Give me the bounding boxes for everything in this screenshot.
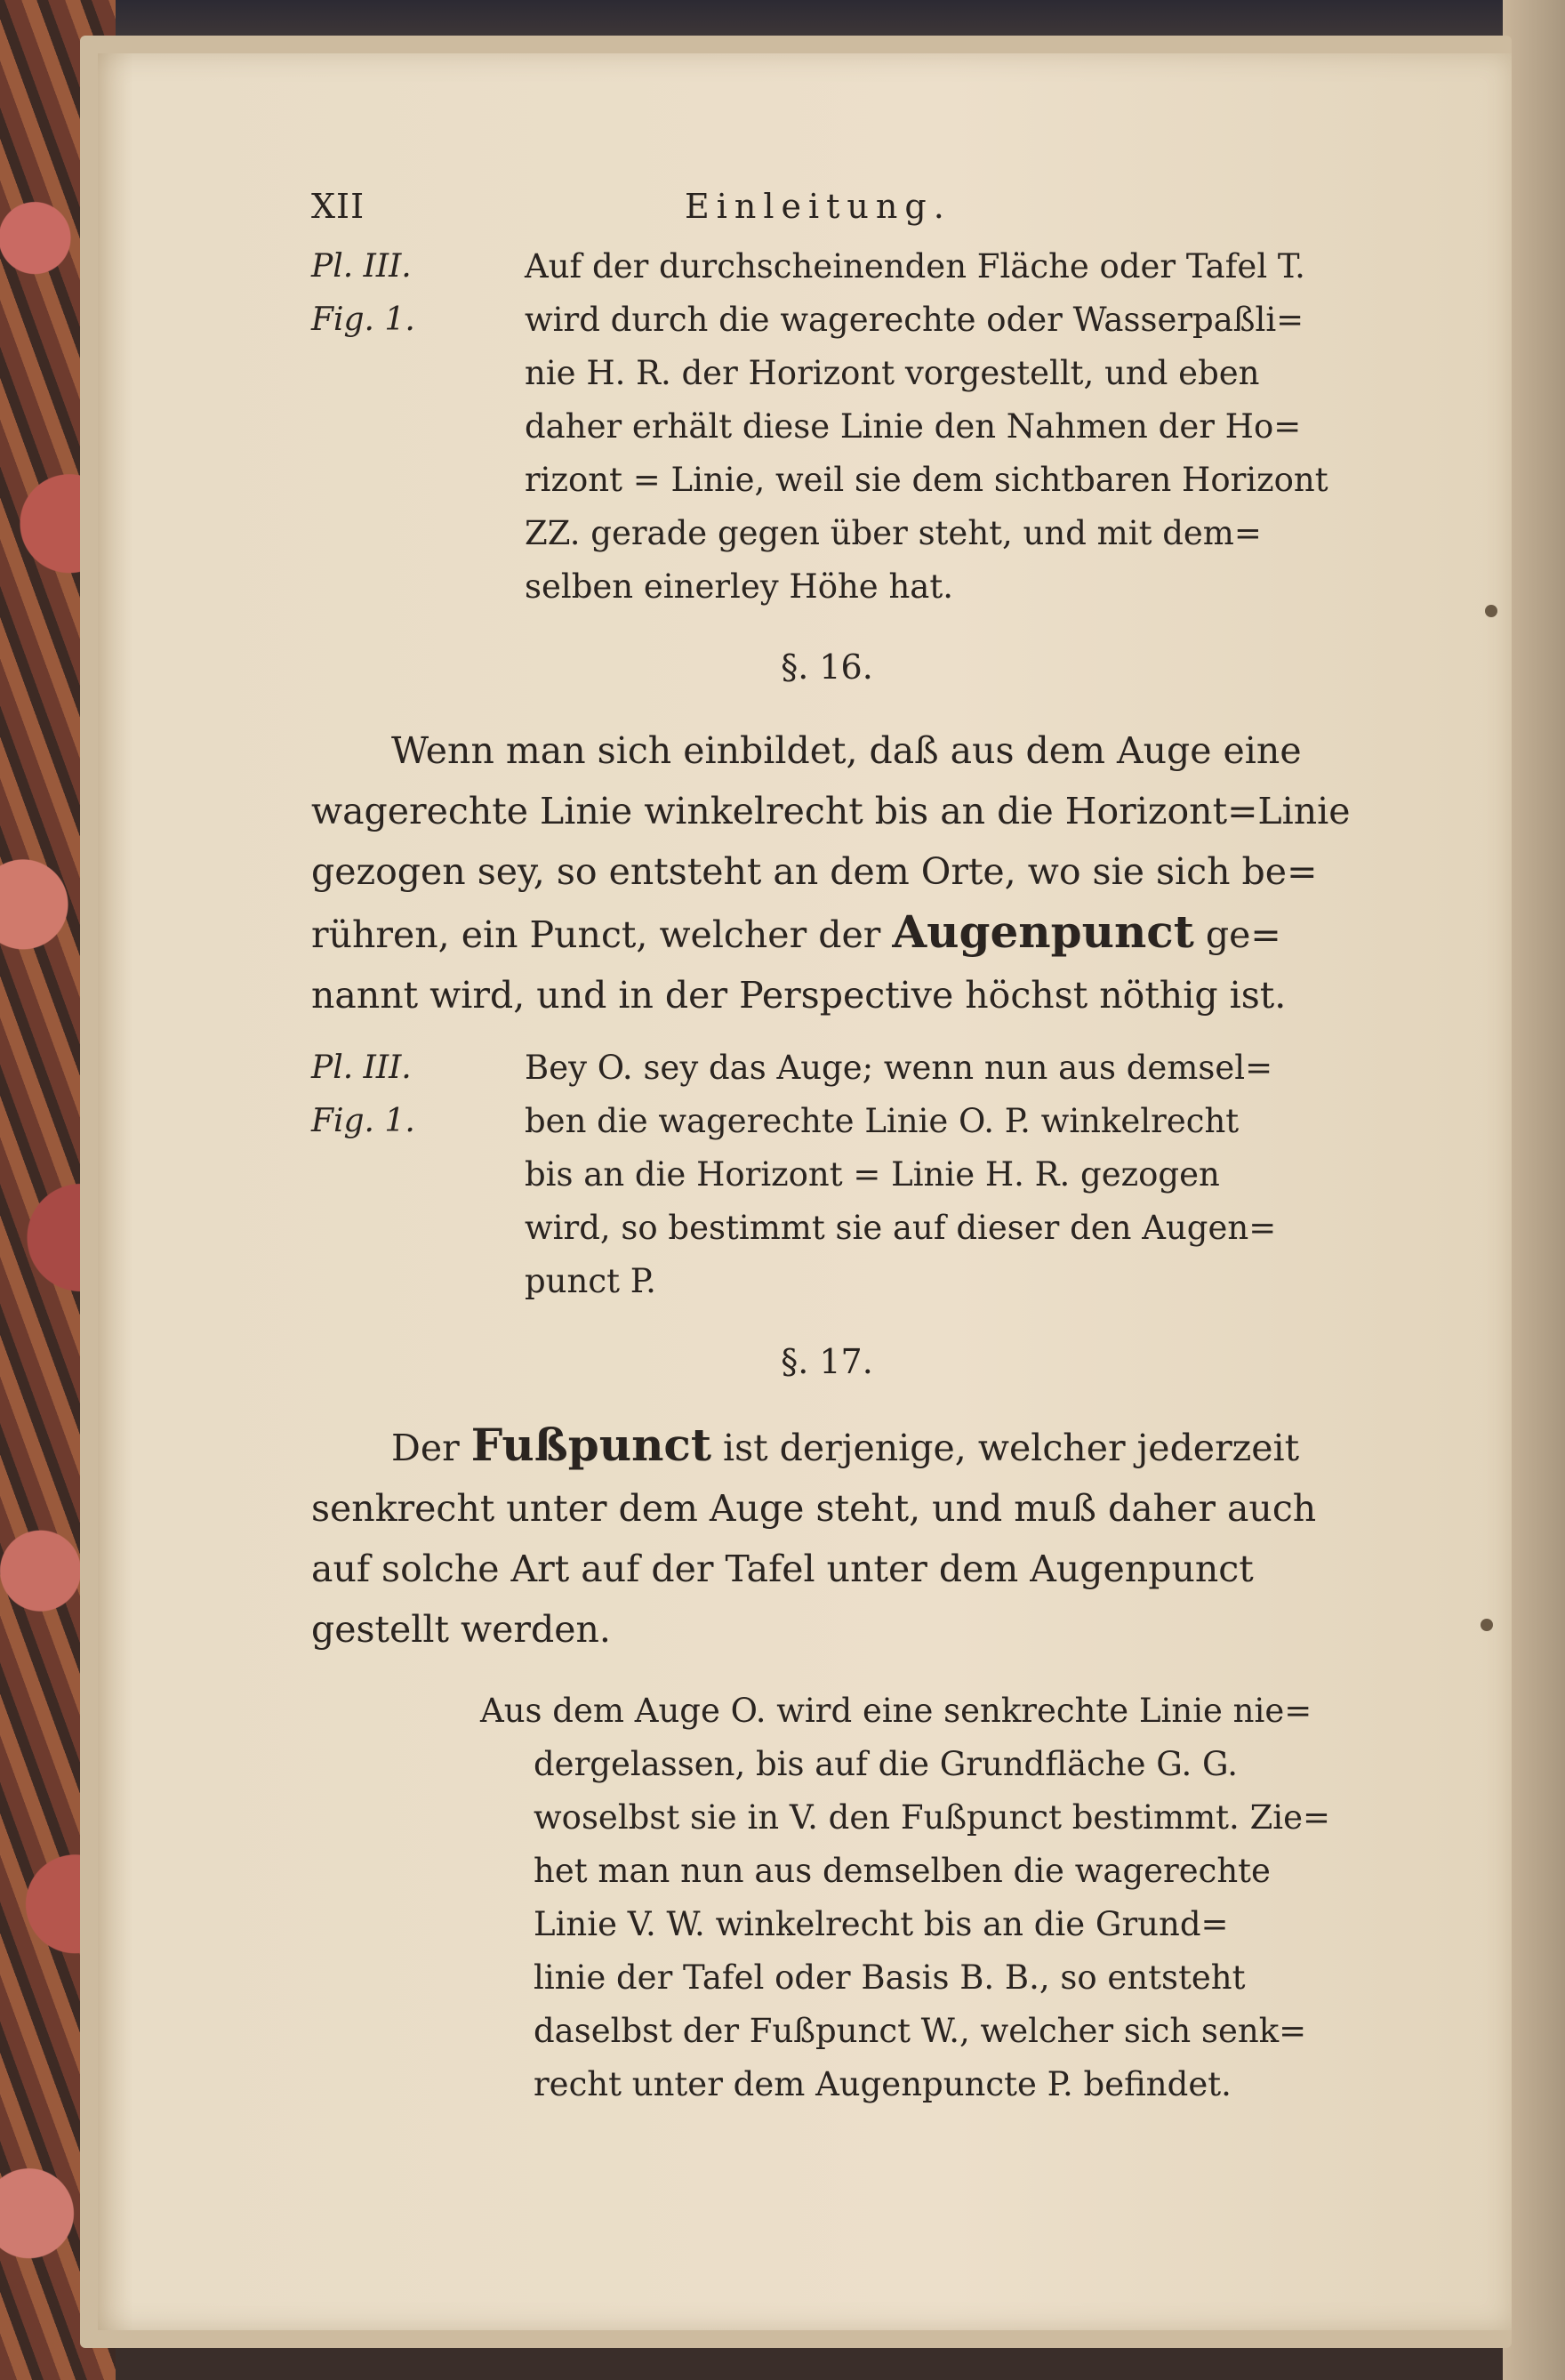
- text-line: [311, 1415, 1343, 1478]
- page-content: [311, 187, 1351, 2111]
- text-line: selben einerley Höhe hat.: [525, 567, 953, 606]
- text-line: [311, 902, 1343, 965]
- text-line: wird, so bestimmt sie auf dieser den Augen=: [525, 1209, 1277, 1247]
- text-line: wagerechte Linie winkelrecht bis an die Horizont=Linie: [311, 790, 1351, 832]
- figure-reference-block-2: [311, 1041, 1343, 1308]
- text-fragment: ist derjenige, welcher jederzeit: [723, 1427, 1300, 1469]
- text-line: daher erhält diese Linie den Nahmen der Ho=: [525, 407, 1302, 446]
- margin-plate: Pl. III.: [311, 248, 412, 285]
- page-mark: [1481, 1619, 1493, 1631]
- text-fragment: ge=: [1205, 913, 1281, 956]
- text-line: Wenn man sich einbildet, daß aus dem Auge eine: [391, 729, 1302, 772]
- block-text: [525, 1041, 1343, 1308]
- margin-figure: Fig. 1.: [311, 302, 415, 338]
- margin-note: [311, 240, 507, 347]
- text-line: Auf der durchscheinenden Fläche oder Tafel T.: [525, 247, 1305, 285]
- text-line: ben die wagerechte Linie O. P. winkelrecht: [525, 1102, 1240, 1140]
- text-line: gezogen sey, so entsteht an dem Orte, wo sie sich be=: [311, 850, 1318, 893]
- margin-plate: Pl. III.: [311, 1049, 412, 1086]
- term-fusspunct: Fußpunct: [470, 1419, 711, 1471]
- explanatory-note: [480, 1684, 1343, 2111]
- text-line: nannt wird, und in der Perspective höchst nöthig ist.: [311, 974, 1287, 1017]
- section-heading-16: §. 16.: [781, 647, 873, 687]
- text-line: nie H. R. der Horizont vorgestellt, und eben: [525, 354, 1260, 392]
- text-line: Bey O. sey das Auge; wenn nun aus demsel=: [525, 1049, 1273, 1087]
- text-line: daselbst der Fußpunct W., welcher sich senk=: [534, 2012, 1307, 2050]
- paragraph-17: [311, 1415, 1343, 1660]
- book-right-edge: [1503, 0, 1565, 2380]
- running-header: [311, 187, 1343, 240]
- margin-note: [311, 1041, 507, 1148]
- text-line: Aus dem Auge O. wird eine senkrechte Linie nie=: [480, 1692, 1312, 1730]
- paragraph-16: [311, 720, 1351, 1025]
- text-line: recht unter dem Augenpuncte P. befindet.: [534, 2065, 1232, 2103]
- text-line: Linie V. W. winkelrecht bis an die Grund=: [534, 1905, 1229, 1943]
- text-line: het man nun aus demselben die wagerechte: [534, 1852, 1271, 1890]
- margin-figure: Fig. 1.: [311, 1103, 415, 1139]
- section-heading-17: §. 17.: [781, 1342, 873, 1381]
- text-line: rizont = Linie, weil sie dem sichtbaren Horizont: [525, 461, 1328, 499]
- page-title: Einleitung.: [685, 187, 951, 226]
- text-fragment: rühren, ein Punct, welcher der: [311, 913, 881, 956]
- text-line: auf solche Art auf der Tafel unter dem Augenpunct: [311, 1548, 1254, 1590]
- term-augenpunct: Augenpunct: [892, 905, 1194, 958]
- figure-reference-block-1: [311, 240, 1343, 614]
- text-line: bis an die Horizont = Linie H. R. gezogen: [525, 1155, 1220, 1194]
- text-line: punct P.: [525, 1262, 656, 1300]
- text-line: ZZ. gerade gegen über steht, und mit dem=: [525, 514, 1262, 552]
- text-fragment: Der: [391, 1427, 460, 1469]
- block-text: [525, 240, 1343, 614]
- text-line: woselbst sie in V. den Fußpunct bestimmt. Zie=: [534, 1798, 1331, 1837]
- text-line: wird durch die wagerechte oder Wasserpaßli=: [525, 301, 1304, 339]
- text-line: gestellt werden.: [311, 1608, 611, 1651]
- text-line: linie der Tafel oder Basis B. B., so entsteht: [534, 1958, 1246, 1997]
- page-mark: [1485, 605, 1497, 617]
- text-line: dergelassen, bis auf die Grundfläche G. G.: [534, 1745, 1239, 1783]
- text-line: senkrecht unter dem Auge steht, und muß daher auch: [311, 1487, 1317, 1530]
- page-number: XII: [311, 187, 365, 226]
